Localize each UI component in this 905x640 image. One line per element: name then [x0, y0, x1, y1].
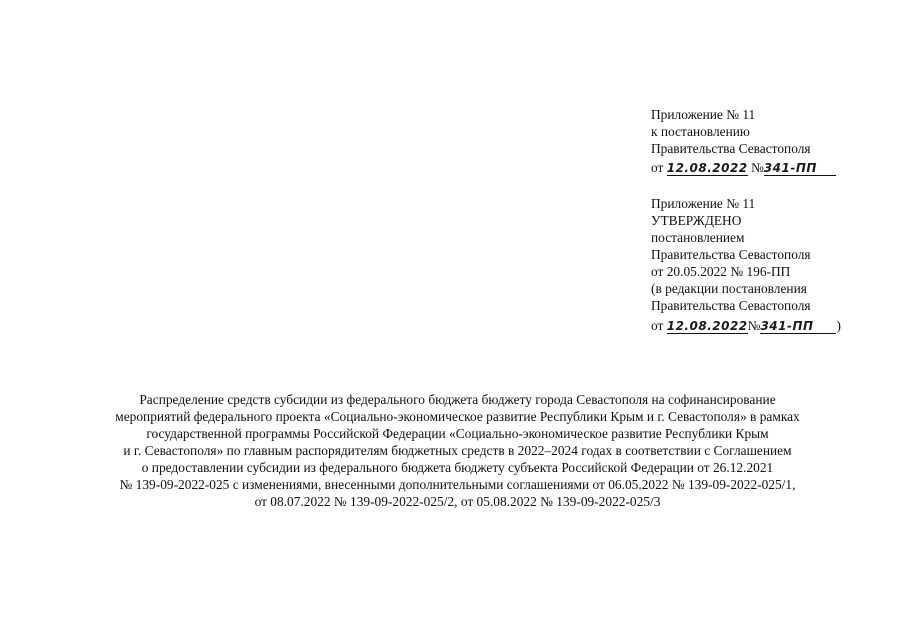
- title-line-4: и г. Севастополя» по главным распорядителям бюджетных средств в 2022–2024 годах в соответствии с Соглашением: [123, 443, 792, 458]
- government-label-2: Правительства Севастополя: [651, 247, 811, 262]
- government-label: Правительства Севастополя: [651, 141, 811, 156]
- from-label-2: от: [651, 318, 664, 333]
- handwritten-date: 12.08.2022: [666, 161, 748, 175]
- title-line-7: от 08.07.2022 № 139-09-2022-025/2, от 05.08.2022 № 139-09-2022-025/3: [254, 494, 661, 509]
- by-resolution-label: постановлением: [651, 230, 745, 245]
- from-label: от: [651, 160, 664, 175]
- title-line-3: государственной программы Российской Федерации «Социально-экономическое развитие Республики Крым: [146, 426, 769, 441]
- title-line-6: № 139-09-2022-025 с изменениями, внесенными дополнительными соглашениями от 06.05.2022 № 139-09-2022-025/1,: [119, 477, 796, 492]
- title-line-1: Распределение средств субсидии из федерального бюджета бюджету города Севастополя на софинансирование: [139, 392, 776, 407]
- revision-label: (в редакции постановления: [651, 281, 807, 296]
- to-resolution-label: к постановлению: [651, 124, 750, 139]
- resolution-date-line: [651, 160, 836, 176]
- number-label-2: №: [747, 318, 761, 333]
- approved-label: УТВЕРЖДЕНО: [651, 213, 742, 228]
- title-line-5: о предоставлении субсидии из федерального бюджета бюджету субъекта Российской Федерации от 26.12.2021: [141, 460, 774, 475]
- close-paren: ): [836, 318, 841, 333]
- handwritten-number: 341-ПП: [764, 161, 836, 176]
- government-label-3: Правительства Севастополя: [651, 298, 811, 313]
- original-resolution-ref: от 20.05.2022 № 196-ПП: [651, 264, 791, 279]
- appendix-number: Приложение № 11: [651, 107, 756, 122]
- title-line-2: мероприятий федерального проекта «Социально-экономическое развитие Республики Крым и г. Севастополя» в рамках: [115, 409, 800, 424]
- appendix-number-2: Приложение № 11: [651, 196, 756, 211]
- revision-date-line: [651, 318, 841, 334]
- number-label: №: [751, 160, 764, 175]
- handwritten-number-2: 341-ПП: [760, 319, 836, 334]
- handwritten-date-2: 12.08.2022: [666, 319, 748, 333]
